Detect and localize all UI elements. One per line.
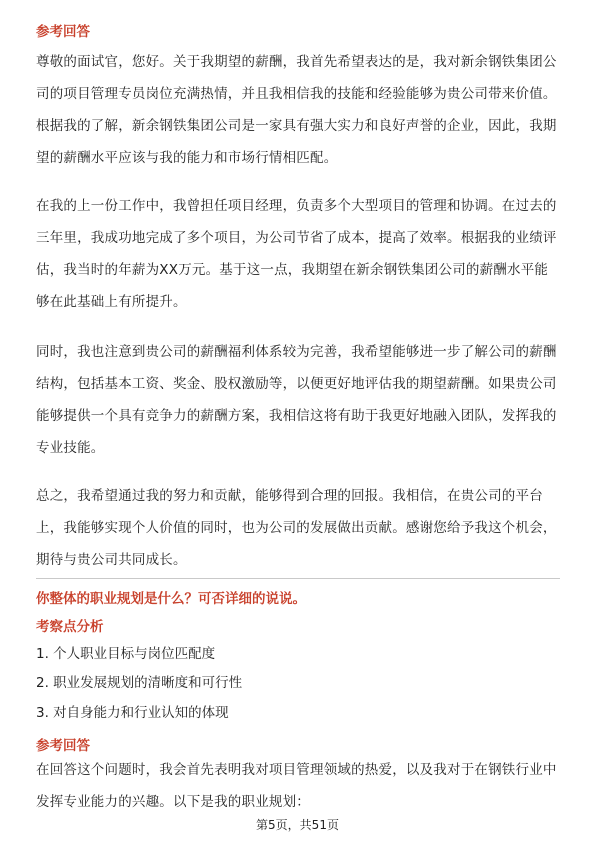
page-number-footer: 第5页，共51页	[256, 818, 339, 832]
answer-paragraph-4: 总之，我希望通过我的努力和贡献，能够得到合理的回报。我相信，在贵公司的平台上，我能够实现个人价值的同时，也为公司的发展做出贡献。感谢您给予我这个机会，期待与贵公司共同成长。	[36, 488, 557, 568]
answer-paragraph-3: 同时，我也注意到贵公司的薪酬福利体系较为完善，我希望能够进一步了解公司的薪酬结构，包括基本工资、奖金、股权激励等，以便更好地评估我的期望薪酬。如果贵公司能够提供一个具有竞争力的薪酬方案，我相信这将有助于我更好地融入团队，发挥我的专业技能。	[36, 344, 557, 456]
section-divider	[36, 578, 560, 579]
answer-paragraph-1: 尊敬的面试官，您好。关于我期望的薪酬，我首先希望表达的是，我对新余钢铁集团公司的项目管理专员岗位充满热情，并且我相信我的技能和经验能够为贵公司带来价值。根据我的了解，新余钢铁集团公司是一家具有强大实力和良好声誉的企业，因此，我期望的薪酬水平应该与我的能力和市场行情相匹配。	[36, 54, 557, 166]
analysis-item-2: 2. 职业发展规划的清晰度和可行性	[36, 675, 243, 691]
analysis-item-3: 3. 对自身能力和行业认知的体现	[36, 705, 229, 721]
reference-answer-heading-2: 参考回答	[36, 738, 90, 754]
question-text: 你整体的职业规划是什么？可否详细的说说。	[36, 591, 306, 607]
answer-paragraph-2: 在我的上一份工作中，我曾担任项目经理，负责多个大型项目的管理和协调。在过去的三年里，我成功地完成了多个项目，为公司节省了成本，提高了效率。根据我的业绩评估，我当时的年薪为XX万元。基于这一点，我期望在新余钢铁集团公司的薪酬水平能够在此基础上有所提升。	[36, 198, 557, 310]
analysis-item-1: 1. 个人职业目标与岗位匹配度	[36, 646, 216, 662]
reference-answer-heading: 参考回答	[36, 24, 90, 40]
answer-paragraph-5: 在回答这个问题时，我会首先表明我对项目管理领域的热爱，以及我对于在钢铁行业中发挥专业能力的兴趣。以下是我的职业规划：	[36, 762, 557, 810]
analysis-heading: 考察点分析	[36, 619, 104, 635]
